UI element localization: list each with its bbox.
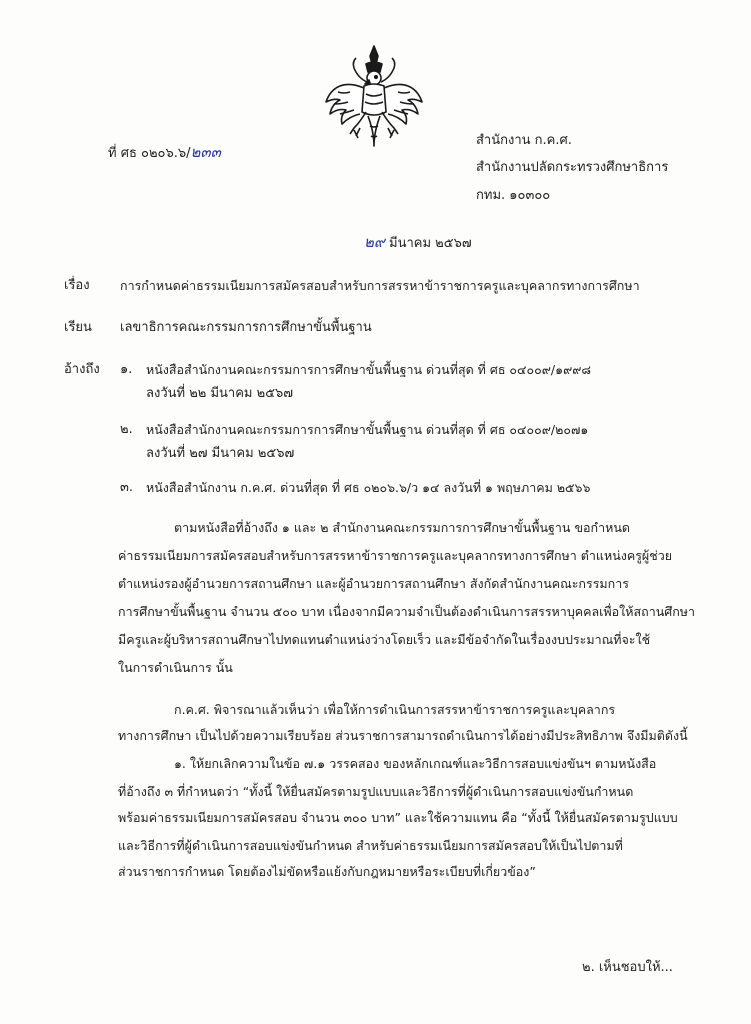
paragraph3-line-5: ส่วนราชการกำหนด โดยต้องไม่ขัดหรือแย้งกับกฎหมายหรือระเบียบที่เกี่ยวข้อง” <box>118 864 536 879</box>
reference-3-line1: หนังสือสำนักงาน ก.ค.ศ. ด่วนที่สุด ที่ ศธ ๐๒๐๖.๖/ว ๑๔ ลงวันที่ ๑ พฤษภาคม ๒๕๖๖ <box>146 480 591 495</box>
reference-2-line2: ลงวันที่ ๒๗ มีนาคม ๒๕๖๗ <box>146 446 295 461</box>
paragraph3-line-2: ที่อ้างถึง ๓ ที่กำหนดว่า “ทั้งนี้ ให้ยื่นสมัครตามรูปแบบและวิธีการที่ผู้ดำเนินการสอบแข่งขันกำหนด <box>118 784 634 799</box>
paragraph2-line-2: ทางการศึกษา เป็นไปด้วยความเรียบร้อย ส่วนราชการสามารถดำเนินการได้อย่างมีประสิทธิภาพ จึงมีมติดังนี้ <box>118 728 688 743</box>
reference-prefix: ที่ ศธ ๐๒๐๖.๖/ <box>108 146 191 161</box>
reference-handwritten-number: ๒๓๓ <box>190 143 221 161</box>
continuation-text: ๒. เห็นชอบให้... <box>582 960 673 975</box>
paragraph3-line-3: พร้อมค่าธรรมเนียมการสมัครสอบ จำนวน ๓๐๐ บาท” และใช้ความแทน คือ “ทั้งนี้ ให้ยื่นสมัครตามรูปแบบ <box>118 810 678 825</box>
paragraph1-line-4: การศึกษาขั้นพื้นฐาน จำนวน ๕๐๐ บาท เนื่องจากมีความจำเป็นต้องดำเนินการสรรหาบุคคลเพื่อให้สถานศึกษา <box>118 604 696 619</box>
paragraph3-line-1: ๑. ให้ยกเลิกความในข้อ ๗.๑ วรรคสอง ของหลักเกณฑ์และวิธีการสอบแข่งขันฯ ตามหนังสือ <box>174 756 657 771</box>
reference-2-line1: หนังสือสำนักงานคณะกรรมการการศึกษาขั้นพื้นฐาน ด่วนที่สุด ที่ ศธ ๐๔๐๐๙/๒๐๗๑ <box>146 422 589 437</box>
references-label: อ้างถึง <box>64 362 100 377</box>
letter-date <box>364 232 472 254</box>
reference-1-number: ๑. <box>120 362 133 377</box>
reference-1-line2: ลงวันที่ ๒๒ มีนาคม ๒๕๖๗ <box>146 386 294 401</box>
office-line-2: สำนักงานปลัดกระทรวงศึกษาธิการ <box>476 160 669 175</box>
reference-1-line1: หนังสือสำนักงานคณะกรรมการการศึกษาขั้นพื้นฐาน ด่วนที่สุด ที่ ศธ ๐๔๐๐๙/๑๙๙๘ <box>146 362 592 377</box>
date-month-year: มีนาคม ๒๕๖๗ <box>389 236 472 251</box>
paragraph1-line-2: ค่าธรรมเนียมการสมัครสอบสำหรับการสรรหาข้าราชการครูและบุคลากรทางการศึกษา ตำแหน่งครูผู้ช่วย <box>118 548 673 563</box>
paragraph1-line-5: มีครูและผู้บริหารสถานศึกษาไปทดแทนตำแหน่งว่างโดยเร็ว และมีข้อจำกัดในเรื่องงบประมาณที่จะใช้ <box>118 632 651 647</box>
reference-number <box>108 142 221 164</box>
paragraph1-line-6: ในการดำเนินการ นั้น <box>118 660 233 675</box>
date-handwritten-day: ๒๙ <box>364 233 385 251</box>
paragraph1-line-3: ตำแหน่งรองผู้อำนวยการสถานศึกษา และผู้อำนวยการสถานศึกษา สังกัดสำนักงานคณะกรรมการ <box>118 576 629 591</box>
subject-text: การกำหนดค่าธรรมเนียมการสมัครสอบสำหรับการสรรหาข้าราชการครูและบุคลากรทางการศึกษา <box>120 278 640 293</box>
paragraph3-line-4: และวิธีการที่ผู้ดำเนินการสอบแข่งขันกำหนด สำหรับค่าธรรมเนียมการสมัครสอบให้เป็นไปตามที่ <box>118 838 623 853</box>
subject-label: เรื่อง <box>64 278 90 293</box>
office-line-1: สำนักงาน ก.ค.ศ. <box>476 133 572 148</box>
recipient-label: เรียน <box>64 320 92 335</box>
garuda-emblem-icon <box>320 42 428 150</box>
reference-3-number: ๓. <box>120 480 134 495</box>
paragraph1-line-1: ตามหนังสือที่อ้างถึง ๑ และ ๒ สำนักงานคณะกรรมการการศึกษาขั้นพื้นฐาน ขอกำหนด <box>174 520 630 535</box>
recipient-text: เลขาธิการคณะกรรมการการศึกษาขั้นพื้นฐาน <box>120 320 372 335</box>
reference-2-number: ๒. <box>120 422 133 437</box>
paragraph2-line-1: ก.ค.ศ. พิจารณาแล้วเห็นว่า เพื่อให้การดำเนินการสรรหาข้าราชการครูและบุคลากร <box>174 702 616 717</box>
office-line-3: กทม. ๑๐๓๐๐ <box>476 188 551 203</box>
